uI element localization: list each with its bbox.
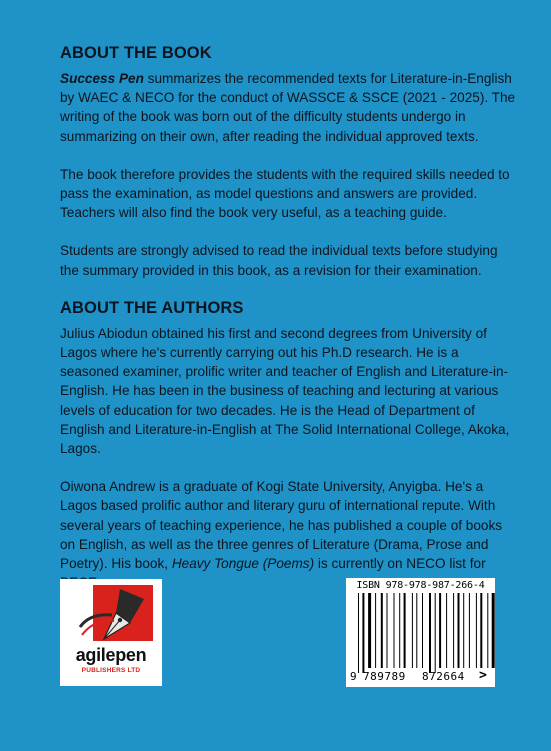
- about-book-paragraph-2: The book therefore provides the students with the required skills needed to pass the examination, as model questions and answers are provided. Teachers will also find the book very useful, as a teaching guide.: [60, 166, 510, 221]
- barcode-bar: [480, 593, 482, 668]
- about-book-paragraph-1-text: summarizes the recommended texts for Literature-in-English by WAEC & NECO for the conduct of WASSCE & SSCE (2021 - 2025). The writing of the book was born out of the difficulty students undergo in summarizing on their own, after reading the individual approved texts.: [60, 71, 516, 144]
- barcode-bar: [368, 593, 371, 668]
- author-1-bio: Julius Abiodun obtained his first and second degrees from University of Lagos where he's currently carrying out his Ph.D research. He is a seasoned examiner, prolific writer and teacher of English and Literature-in-English. He has been in the business of teaching and lecturing at various levels of education for two decades. He is the Head of Department of English and Literature-in-English at The Solid International College, Akoka, Lagos.: [60, 325, 510, 457]
- barcode-bar: [404, 593, 406, 668]
- barcode-bar: [358, 593, 359, 673]
- barcode-bar: [412, 593, 413, 668]
- barcode-arrow: >: [479, 668, 487, 683]
- publisher-subtitle: PUBLISHERS LTD: [81, 667, 141, 674]
- publisher-name: agilepen: [75, 645, 147, 665]
- barcode-bar: [422, 593, 423, 668]
- barcode-digits-group-2: 872664: [422, 670, 465, 683]
- barcode-bar: [446, 593, 447, 668]
- barcode-bar: [375, 593, 376, 668]
- barcode-bar: [394, 593, 395, 668]
- author-2-bio: [60, 477, 518, 592]
- barcode-bar: [453, 593, 454, 668]
- author-2-book-title: Heavy Tongue (Poems): [171, 556, 315, 572]
- barcode-bar: [416, 593, 417, 668]
- isbn-barcode: [346, 578, 495, 687]
- barcode-bar: [435, 593, 436, 673]
- book-title: Success Pen: [60, 71, 144, 86]
- barcode-digit-first: 9: [350, 670, 357, 683]
- barcode-bar: [429, 593, 431, 673]
- barcode-bar: [387, 593, 388, 668]
- barcode-bar: [463, 593, 464, 668]
- about-book-paragraph-3: Students are strongly advised to read the individual texts before studying the summary provided in this book, as a revision for their examination.: [60, 243, 498, 278]
- barcode-bar: [439, 593, 441, 668]
- back-cover-text: [60, 44, 518, 611]
- about-book-heading: ABOUT THE BOOK: [60, 44, 212, 62]
- author-2-bio-text: Oiwona Andrew is a graduate of Kogi State University, Anyigba. He's a Lagos based prolific author and literary guru of international repute. With several years of teaching experience, he has published a couple of books on English, as well as the three genres of Literature (Drama, Prose and Poetry). His book,: [60, 479, 503, 572]
- barcode-bar: [492, 593, 495, 668]
- barcode-bar: [487, 593, 488, 668]
- barcode-bar: [458, 593, 460, 668]
- barcode-bar: [362, 593, 364, 673]
- barcode-bar: [469, 593, 470, 668]
- about-authors-heading: ABOUT THE AUTHORS: [60, 298, 244, 317]
- barcode-bar: [476, 593, 477, 668]
- barcode-bar: [381, 593, 383, 668]
- publisher-logo: [60, 579, 162, 686]
- author-2-bio-end: is currently on NECO list for: [317, 556, 486, 572]
- isbn-label: ISBN 978-978-987-266-4: [356, 580, 485, 591]
- barcode-bar: [399, 593, 400, 668]
- barcode-digits-group-1: 789789: [363, 670, 406, 683]
- about-book-paragraph-1: [60, 69, 518, 146]
